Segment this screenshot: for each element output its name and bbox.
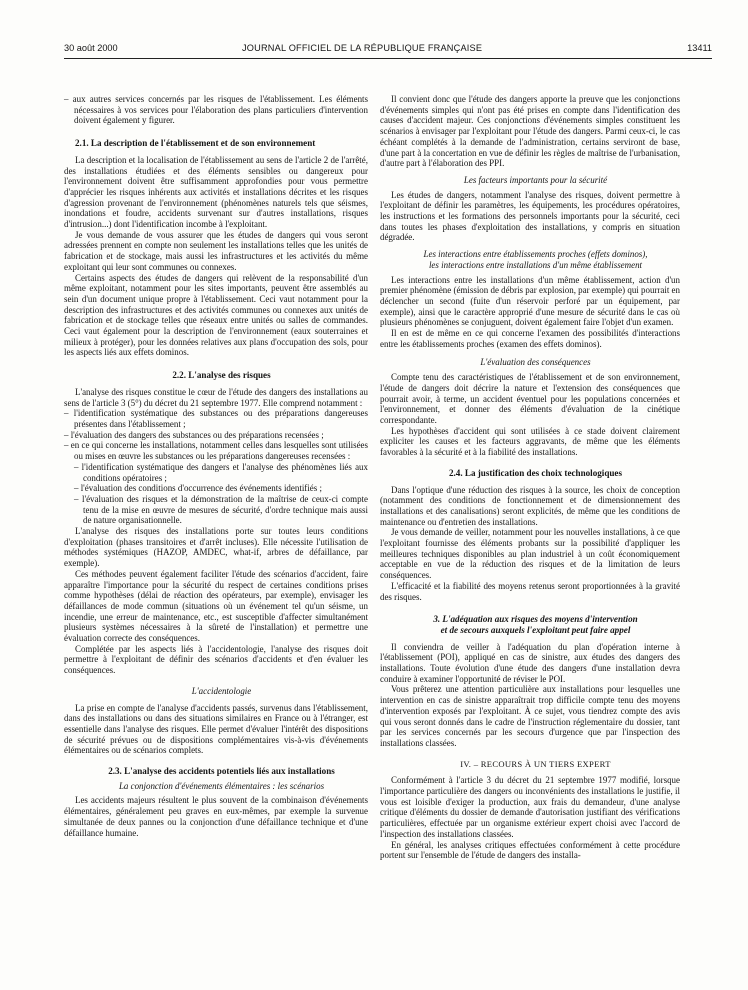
right-column bbox=[380, 94, 680, 861]
section-heading: et de secours auxquels l'exploitant peut faire appel bbox=[440, 624, 631, 635]
paragraph: Compte tenu des caractéristiques de l'établissement et de son environnement, l'étude de dangers doit décrire la nature et l'extension des conséquences que pourrait avoir, à terme, un accident éventuel pour les populations concernées et l'environnement, et donner des éléments d'évaluation de la cinétique correspondante. bbox=[380, 372, 680, 425]
section-heading: 2.3. L'analyse des accidents potentiels liés aux installations bbox=[108, 766, 335, 777]
section-heading: IV. – RECOURS À UN TIERS EXPERT bbox=[460, 758, 611, 769]
paragraph: La prise en compte de l'analyse d'accidents passés, survenus dans l'établissement, dans des installations ou dans des situations similaires en France ou à l'étranger, est essentielle dans l'analyse des risques. Elle permet d'évaluer l'intérêt des dispositions de sécurité prévues ou de dispositions complémentaires vis-à-vis d'événements élémentaires ou de scénarios complets. bbox=[64, 702, 368, 756]
list-item: – en ce qui concerne les installations, notamment celles dans lesquelles sont utilisées ou mises en œuvre les substances ou les préparations dangereuses recensées : bbox=[64, 440, 368, 462]
page-number: 13411 bbox=[687, 43, 712, 53]
page-header bbox=[64, 43, 712, 57]
header-rule bbox=[64, 58, 712, 59]
paragraph: Les hypothèses d'accident qui sont utilisées à ce stade doivent clairement expliciter les causes et les facteurs aggravants, de même que les éléments favorables à la sécurité et à la fiabilité des installations. bbox=[380, 425, 680, 458]
paragraph: En général, les analyses critiques effectuées conformément à cette procédure portent sur l'ensemble de l'étude de dangers des installa- bbox=[380, 839, 680, 861]
paragraph: Vous prêterez une attention particulière aux installations pour lesquelles une intervention en cas de sinistre apparaîtrait trop difficile compte tenu des moyens d'intervention exposés par l'exploitant. À ce sujet, vous tiendrez compte des avis qui vous seront donnés dans le cadre de l'instruction réglementaire du dossier, tant par les services concernés par les secours d'urgence que par l'inspection des installations classées. bbox=[380, 684, 680, 748]
subsection-heading: les interactions entre installations d'un même établissement bbox=[428, 259, 643, 270]
paragraph: Il convient donc que l'étude des dangers apporte la preuve que les conjonctions d'événements simples qui n'ont pas été prises en compte dans l'identification des causes d'accident majeur. Ces conjonctions d'événements simples constituent les scénarios à envisager par l'exploitant pour l'étude des dangers. Parmi ceux-ci, le cas échéant complétés à la demande de l'administration, certains serviront de base, d'une part à la concertation en vue de définir les règles de maîtrise de l'urbanisation, d'autre part à l'élaboration des PPI. bbox=[380, 94, 680, 169]
subsection-heading: La conjonction d'événements élémentaires : les scénarios bbox=[118, 780, 325, 791]
section-heading: 3. L'adéquation aux risques des moyens d'intervention bbox=[433, 614, 638, 625]
paragraph: Complétée par les aspects liés à l'accidentologie, l'analyse des risques doit permettre à l'exploitant de définir des scénarios d'accidents et d'en évaluer les conséquences. bbox=[64, 643, 368, 676]
paragraph: Ces méthodes peuvent également faciliter l'étude des scénarios d'accident, faire apparaître l'importance pour la sécurité du respect de certaines conditions prises comme hypothèses (délai de réaction des opérateurs, par exemple), envisager les défaillances de mode commun (situations où un événement tel qu'un séisme, un incendie, une erreur de maintenance, etc., est susceptible d'affecter simultanément plusieurs systèmes nécessaires à la sûreté de l'installation) et permettre une évaluation correcte des conséquences. bbox=[64, 568, 368, 644]
paragraph: Il en est de même en ce qui concerne l'examen des possibilités d'interactions entre les établissements proches (examen des effets dominos). bbox=[380, 328, 680, 349]
list-item: – l'évaluation des dangers des substances ou des préparations recensées ; bbox=[64, 429, 324, 440]
paragraph: Les études de dangers, notamment l'analyse des risques, doivent permettre à l'exploitant de définir les paramètres, les équipements, les procédures opératoires, les instructions et les formations des personnels importants pour la sécurité, ceci dans toutes les phases d'exploitation des installations, y compris en situation dégradée. bbox=[380, 189, 680, 243]
section-heading: 2.4. La justification des choix technologiques bbox=[448, 467, 623, 478]
subsection-heading: L'accidentologie bbox=[191, 685, 252, 696]
header-date: 30 août 2000 bbox=[64, 43, 118, 53]
section-heading: 2.2. L'analyse des risques bbox=[172, 370, 271, 381]
subsection-heading: L'évaluation des conséquences bbox=[480, 357, 591, 368]
list-item: – l'évaluation des conditions d'occurrence des événements identifiés ; bbox=[74, 483, 322, 494]
paragraph: Dans l'optique d'une réduction des risques à la source, les choix de conception (notamment des conditions de fonctionnement et de dimensionnement des installations et des canalisations) seront explicités, de même que les conditions de maintenance ou d'entretien des installations. bbox=[380, 484, 680, 527]
list-item: – l'évaluation des risques et la démonstration de la maîtrise de ceux-ci compte tenu de la mise en œuvre de mesures de sécurité, d'ordre technique mais aussi de nature organisationnelle. bbox=[74, 493, 368, 526]
paragraph: L'efficacité et la fiabilité des moyens retenus seront proportionnées à la gravité des risques. bbox=[380, 580, 680, 602]
paragraph: Les accidents majeurs résultent le plus souvent de la combinaison d'événements élémentaires, généralement peu graves en eux-mêmes, par exemple la survenue simultanée de deux pannes ou la conjonction d'une défaillance technique et d'une défaillance humaine. bbox=[64, 795, 368, 838]
paragraph: Certains aspects des études de dangers qui relèvent de la responsabilité d'un même exploitant, notamment pour les sites importants, peuvent être assemblés au sein d'un document unique propre à l'établissement. Ceci vaut notamment pour la description des infrastructures et des activités communes ou connexes aux unités de fabrication et de stockage telles que réseaux entre unités ou salles de commandes. Ceci vaut également pour la description de l'environnement (eaux souterraines et milieux à protéger), pour les données relatives aux plans d'occupation des sols, pour les aspects liés aux effets dominos. bbox=[64, 272, 368, 358]
paragraph: Il conviendra de veiller à l'adéquation du plan d'opération interne à l'établissement (POI), appliqué en cas de sinistre, aux études des dangers des installations. Toute évolution d'une étude des dangers d'une installation devra conduire à examiner l'opportunité de réviser le POI. bbox=[380, 641, 680, 684]
paragraph: La description et la localisation de l'établissement au sens de l'article 2 de l'arrêté, des installations étudiées et des éléments sensibles ou dangereux pour l'environnement doivent être suffisamment approfondies pour vous permettre d'apprécier les risques inhérents aux activités et installations décrites et les risques d'agression provenant de l'environnement (phénomènes naturels tels que séismes, inondations et foudre, accidents survenant sur d'autres installations, risques d'intrusion...) dont l'identification incombe à l'exploitant. bbox=[64, 154, 368, 230]
section-heading: 2.1. La description de l'établissement et de son environnement bbox=[75, 138, 316, 149]
subsection-heading: Les interactions entre établissements proches (effets dominos), bbox=[423, 249, 648, 260]
journal-title: JOURNAL OFFICIEL DE LA RÉPUBLIQUE FRANÇAISE bbox=[242, 43, 483, 53]
paragraph: – aux autres services concernés par les risques de l'établissement. Les éléments nécessaires à vos services pour l'élaboration des plans particuliers d'intervention doivent également y figurer. bbox=[64, 94, 368, 126]
paragraph: L'analyse des risques constitue le cœur de l'étude des dangers des installations au sens de l'article 3 (5°) du décret du 21 septembre 1977. Elle comprend notamment : bbox=[64, 386, 368, 408]
paragraph: Je vous demande de veiller, notamment pour les nouvelles installations, à ce que l'exploitant fournisse des éléments probants sur la possibilité d'appliquer les meilleures techniques disponibles au plan industriel à un coût économiquement acceptable en vue de la réduction des risques et de la limitation de leurs conséquences. bbox=[380, 527, 680, 581]
subsection-heading: Les facteurs importants pour la sécurité bbox=[463, 174, 608, 185]
paragraph: Conformément à l'article 3 du décret du 21 septembre 1977 modifié, lorsque l'importance particulière des dangers ou inconvénients des installations le justifie, il vous est loisible d'exiger la production, aux frais du demandeur, d'une analyse critique d'éléments du dossier de demande d'autorisation justifiant des vérifications particulières, effectuée par un organisme extérieur expert choisi avec l'accord de l'inspection des installations classées. bbox=[380, 775, 680, 839]
list-item: – l'identification systématique des substances ou des préparations dangereuses présentes dans l'établissement ; bbox=[64, 408, 368, 429]
left-column bbox=[64, 94, 368, 838]
paragraph: Je vous demande de vous assurer que les études de dangers qui vous seront adressées prennent en compte non seulement les installations telles que les unités de fabrication et de stockage, mais aussi les infrastructures et les activités du même exploitant qui leur sont communes ou connexes. bbox=[64, 229, 368, 272]
list-item: – l'identification systématique des dangers et l'analyse des phénomènes liés aux conditions opératoires ; bbox=[74, 461, 368, 483]
paragraph: L'analyse des risques des installations porte sur toutes leurs conditions d'exploitation (phases transitoires et d'arrêt incluses). Elle nécessite l'utilisation de méthodes systémiques (HAZOP, AMDEC, what-if, arbres de défaillance, par exemple). bbox=[64, 526, 368, 569]
paragraph: Les interactions entre les installations d'un même établissement, action d'un premier phénomène (émission de débris par explosion, par exemple) qui pourrait en déclencher un second (fuite d'un réservoir perforé par un équipement, par exemple), ainsi que le caractère approprié d'une mesure de sécurité dans le cas où plusieurs phénomènes se conjuguent, doivent également faire l'objet d'un examen. bbox=[380, 274, 680, 328]
